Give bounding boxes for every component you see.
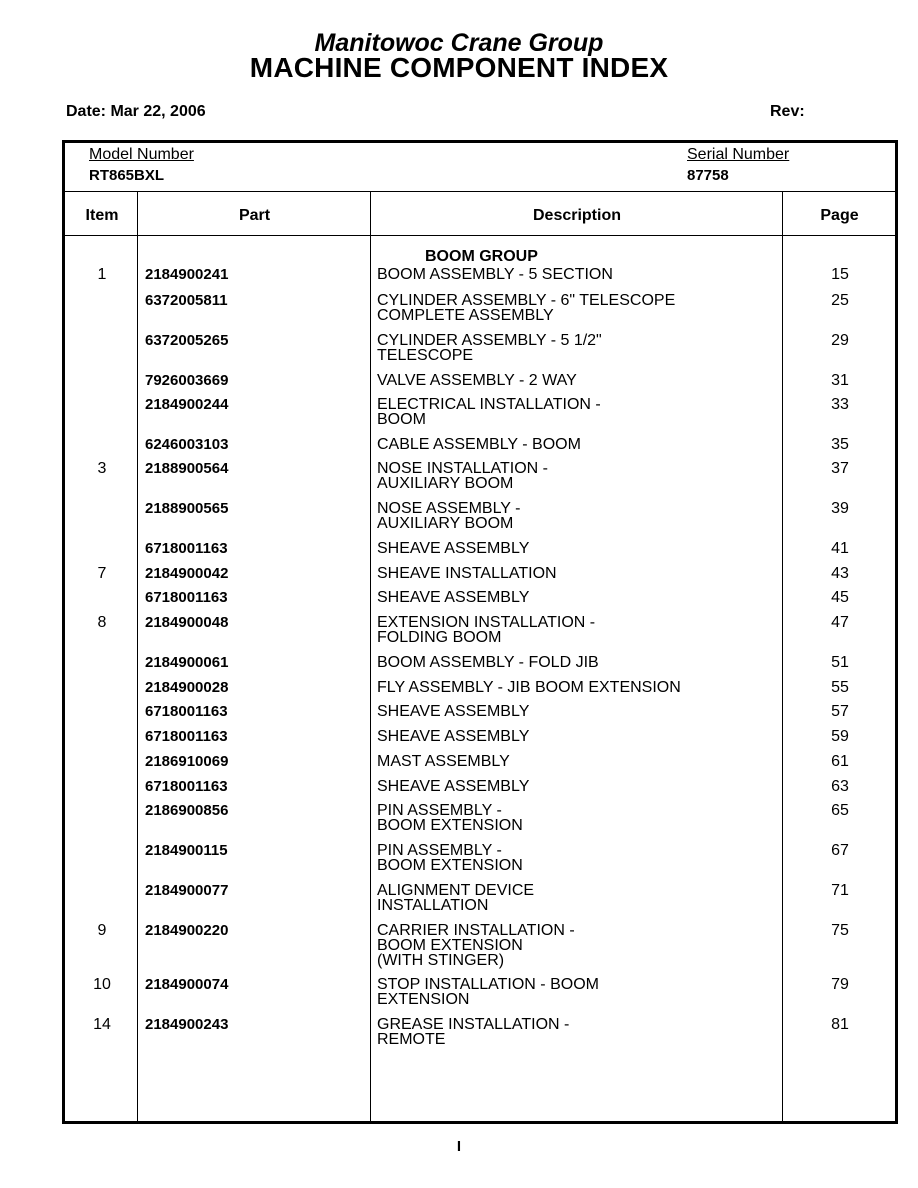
page-reference: 51	[831, 654, 849, 671]
page-reference: 55	[831, 679, 849, 696]
column-header-divider	[65, 235, 895, 236]
part-description: MAST ASSEMBLY	[377, 753, 510, 770]
part-number: 2184900042	[145, 565, 229, 582]
page-reference: 63	[831, 778, 849, 795]
part-number: 2184900115	[145, 842, 228, 859]
page-reference: 75	[831, 922, 849, 939]
part-number: 6718001163	[145, 778, 228, 795]
item-number: 7	[97, 565, 107, 582]
part-number: 2184900243	[145, 1016, 229, 1033]
part-description: ELECTRICAL INSTALLATION - BOOM	[377, 396, 601, 428]
page-reference: 39	[831, 500, 849, 517]
part-number: 2184900074	[145, 976, 229, 993]
part-description: NOSE ASSEMBLY - AUXILIARY BOOM	[377, 500, 521, 532]
page-reference: 57	[831, 703, 849, 720]
page-reference: 81	[831, 1016, 849, 1033]
part-description: CABLE ASSEMBLY - BOOM	[377, 436, 581, 453]
page-reference: 47	[831, 614, 849, 631]
part-number: 2184900048	[145, 614, 229, 631]
model-number-label: Model Number	[89, 146, 194, 163]
part-number: 2184900244	[145, 396, 229, 413]
item-number: 10	[93, 976, 111, 993]
part-description: VALVE ASSEMBLY - 2 WAY	[377, 372, 577, 389]
column-header-description: Description	[532, 207, 621, 224]
item-number: 1	[97, 266, 107, 283]
company-name: Manitowoc Crane Group	[314, 29, 604, 57]
part-number: 2186910069	[145, 753, 229, 770]
part-number: 6718001163	[145, 589, 228, 606]
page-reference: 71	[831, 882, 849, 899]
part-number: 2184900077	[145, 882, 229, 899]
part-number: 6718001163	[145, 540, 228, 557]
item-number: 9	[97, 922, 107, 939]
column-divider-part	[370, 192, 371, 1121]
part-number: 2186900856	[145, 802, 229, 819]
date-label: Date: Mar 22, 2006	[66, 103, 206, 120]
part-description: GREASE INSTALLATION - REMOTE	[377, 1016, 570, 1048]
page-reference: 65	[831, 802, 849, 819]
part-description: EXTENSION INSTALLATION - FOLDING BOOM	[377, 614, 596, 646]
part-description: SHEAVE ASSEMBLY	[377, 728, 530, 745]
page-reference: 31	[831, 372, 849, 389]
page-number: I	[456, 1138, 462, 1155]
part-description: ALIGNMENT DEVICE INSTALLATION	[377, 882, 535, 914]
column-header-part: Part	[238, 207, 271, 224]
page-reference: 45	[831, 589, 849, 606]
part-description: SHEAVE ASSEMBLY	[377, 589, 530, 606]
part-number: 7926003669	[145, 372, 229, 389]
page-reference: 67	[831, 842, 849, 859]
group-title: BOOM GROUP	[425, 248, 538, 265]
page-reference: 29	[831, 332, 849, 349]
part-description: FLY ASSEMBLY - JIB BOOM EXTENSION	[377, 679, 681, 696]
item-number: 14	[93, 1016, 111, 1033]
item-number: 8	[97, 614, 107, 631]
page-reference: 43	[831, 565, 849, 582]
part-number: 2184900061	[145, 654, 229, 671]
part-description: PIN ASSEMBLY - BOOM EXTENSION	[377, 842, 523, 874]
item-number: 3	[97, 460, 107, 477]
page-reference: 15	[831, 266, 849, 283]
part-number: 6718001163	[145, 703, 228, 720]
part-number: 6372005811	[145, 292, 228, 309]
part-description: STOP INSTALLATION - BOOM EXTENSION	[377, 976, 599, 1008]
column-divider-description	[782, 192, 783, 1121]
part-description: SHEAVE ASSEMBLY	[377, 703, 530, 720]
part-description: CARRIER INSTALLATION - BOOM EXTENSION (WITH STINGER)	[377, 922, 575, 969]
part-number: 2188900565	[145, 500, 229, 517]
column-header-item: Item	[85, 207, 119, 224]
part-number: 2184900241	[145, 266, 229, 283]
part-description: SHEAVE ASSEMBLY	[377, 778, 530, 795]
part-description: CYLINDER ASSEMBLY - 6" TELESCOPE COMPLETE ASSEMBLY	[377, 292, 676, 324]
column-header-page: Page	[820, 207, 859, 224]
header-divider	[65, 191, 895, 192]
document-title: MACHINE COMPONENT INDEX	[249, 52, 669, 83]
part-number: 2188900564	[145, 460, 229, 477]
page-reference: 33	[831, 396, 849, 413]
part-number: 6718001163	[145, 728, 228, 745]
part-description: BOOM ASSEMBLY - 5 SECTION	[377, 266, 613, 283]
page-reference: 41	[831, 540, 849, 557]
part-number: 2184900028	[145, 679, 229, 696]
part-description: NOSE INSTALLATION - AUXILIARY BOOM	[377, 460, 548, 492]
page-reference: 59	[831, 728, 849, 745]
component-table	[62, 140, 898, 1124]
part-description: PIN ASSEMBLY - BOOM EXTENSION	[377, 802, 523, 834]
page-reference: 79	[831, 976, 849, 993]
part-description: BOOM ASSEMBLY - FOLD JIB	[377, 654, 599, 671]
serial-number-value: 87758	[687, 167, 729, 184]
revision-label: Rev:	[770, 103, 805, 120]
part-number: 6246003103	[145, 436, 229, 453]
serial-number-label: Serial Number	[687, 146, 790, 163]
part-description: CYLINDER ASSEMBLY - 5 1/2" TELESCOPE	[377, 332, 602, 364]
part-description: SHEAVE ASSEMBLY	[377, 540, 530, 557]
page-reference: 35	[831, 436, 849, 453]
model-number-value: RT865BXL	[89, 167, 165, 184]
part-description: SHEAVE INSTALLATION	[377, 565, 557, 582]
page-reference: 37	[831, 460, 849, 477]
page-reference: 61	[831, 753, 849, 770]
page-reference: 25	[831, 292, 849, 309]
part-number: 6372005265	[145, 332, 229, 349]
part-number: 2184900220	[145, 922, 229, 939]
